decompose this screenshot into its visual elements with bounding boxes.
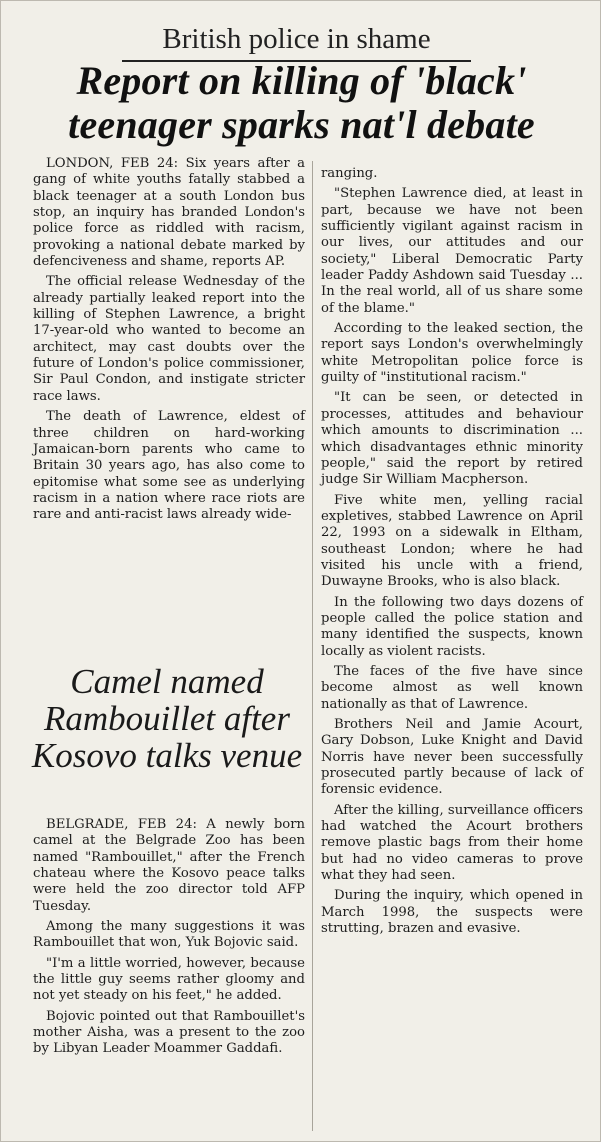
story-paragraph: After the killing, surveillance officers had watched the Acourt brothers remove plastic bags from their home but had no video cameras to prove what they had seen. (321, 802, 583, 884)
camel-story-headline: Camel named Rambouillet after Kosovo talks venue (31, 662, 303, 775)
story-paragraph: According to the leaked section, the report says London's overwhelmingly white Metropolitan police force is guilty of "institutional racism." (321, 321, 583, 386)
story-paragraph (33, 156, 305, 270)
story-paragraph: Brothers Neil and Jamie Acourt, Gary Dobson, Luke Knight and David Norris have never been successfully prosecuted partly because of lack of forensic evidence. (321, 717, 583, 798)
story-paragraph: In the following two days dozens of people called the police station and many identified the suspects, known locally as violent racists. (321, 594, 583, 659)
story-paragraph: The death of Lawrence, eldest of three children on hard-working Jamaican-born parents who came to Britain 30 years ago, has also come to epitomise what some see as underlying racism in a nation where race riots are rare and anti-racist laws already wide- (33, 409, 305, 523)
story-right-column (321, 166, 583, 941)
story-paragraph: Among the many suggestions it was Rambouillet that won, Yuk Bojovic said. (33, 919, 305, 951)
main-headline (1, 59, 601, 147)
dateline: BELGRADE, FEB 24: (46, 817, 197, 832)
story-paragraph: "It can be seen, or detected in processes, attitudes and behaviour which amounts to discrimination ... which disadvantages ethnic minority people," said the report by retired judge Sir William Macpherson. (321, 390, 583, 488)
story-paragraph: "I'm a little worried, however, because the little guy seems rather gloomy and not yet steady on his feet," he added. (33, 955, 305, 1004)
story-paragraph: The official release Wednesday of the already partially leaked report into the killing of Stephen Lawrence, a bright 17-year-old who wanted to become an architect, may cast doubts over the future of London's police commissioner, Sir Paul Condon, and instigate stricter race laws. (33, 274, 305, 404)
camel-story-column (33, 817, 305, 1062)
story-paragraph: Bojovic pointed out that Rambouillet's mother Aisha, was a present to the zoo by Libyan Leader Moammer Gaddafi. (33, 1008, 305, 1057)
story-left-column (33, 156, 305, 528)
story-paragraph: Five white men, yelling racial expletives, stabbed Lawrence on April 22, 1993 on a sidewalk in Eltham, southeast London; where he had visited his uncle with a friend, Duwayne Brooks, who is also black. (321, 492, 583, 590)
paragraph-text: A newly born camel at the Belgrade Zoo has been named "Rambouillet," after the French chateau where the Kosovo peace talks were held the zoo director told AFP Tuesday. (33, 817, 306, 914)
dateline: LONDON, FEB 24: (46, 156, 179, 171)
story-paragraph: "Stephen Lawrence died, at least in part, because we have not been sufficiently vigilant against racism in our lives, our attitudes and our society," Liberal Democratic Party leader Paddy Ashdown said Tuesday ... In the real world, all of us share some of the blame." (321, 186, 583, 316)
kicker: British police in shame (122, 22, 471, 62)
story-paragraph: ranging. (321, 166, 378, 181)
story-paragraph: The faces of the five have since become almost as well known nationally as that of Lawrence. (321, 663, 583, 712)
column-divider (312, 161, 313, 1131)
story-paragraph: During the inquiry, which opened in March 1998, the suspects were strutting, brazen and evasive. (321, 888, 583, 937)
headline-line-1: Report on killing of 'black' (76, 58, 527, 103)
story-paragraph (33, 817, 305, 915)
paragraph-text: Six years after a gang of white youths fatally stabbed a black teenager at a south London bus stop, an inquiry has branded London's police force as riddled with racism, provoking a national debate marked by defenciveness and shame, reports AP. (33, 156, 305, 270)
headline-line-2: teenager sparks nat'l debate (68, 102, 535, 147)
